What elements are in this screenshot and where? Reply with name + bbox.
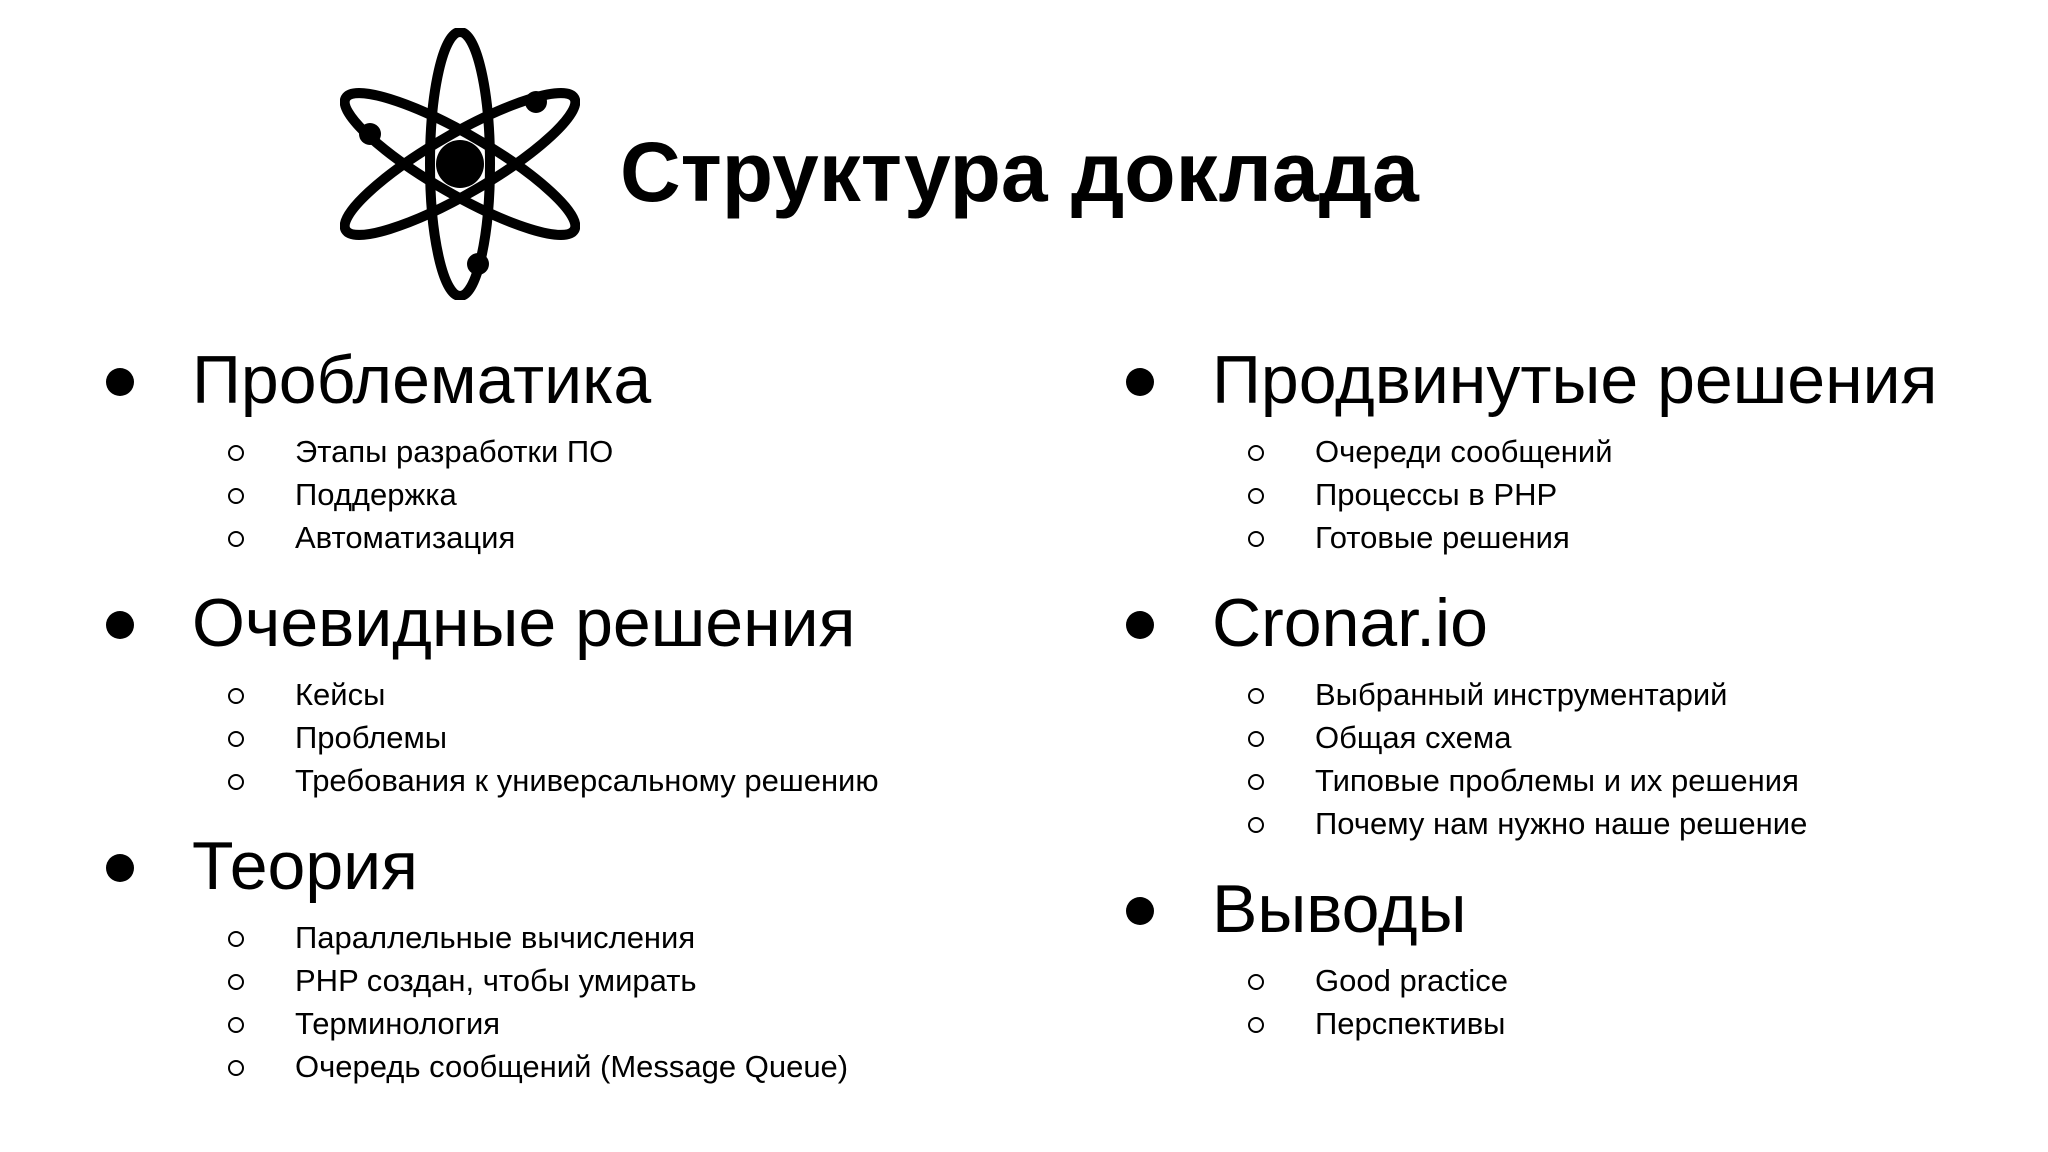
section-title: Cronar.io (1212, 585, 1488, 661)
section-title: Очевидные решения (192, 585, 856, 661)
bullet-icon (1126, 368, 1154, 396)
circle-bullet-icon (1248, 688, 1264, 704)
circle-bullet-icon (228, 1017, 244, 1033)
list-item-label: Выбранный инструментарий (1315, 677, 1728, 712)
bullet-icon (1126, 611, 1154, 639)
circle-bullet-icon (1248, 531, 1264, 547)
circle-bullet-icon (228, 445, 244, 461)
circle-bullet-icon (228, 931, 244, 947)
bullet-icon (106, 854, 134, 882)
list-item-label: Поддержка (295, 477, 457, 512)
circle-bullet-icon (228, 531, 244, 547)
list-item-label: Проблемы (295, 720, 448, 755)
circle-bullet-icon (1248, 1017, 1264, 1033)
list-item-label: Готовые решения (1315, 520, 1570, 555)
list-item-label: Терминология (295, 1006, 501, 1041)
circle-bullet-icon (1248, 731, 1264, 747)
section-title: Теория (192, 828, 418, 904)
bullet-icon (106, 611, 134, 639)
list-item-label: Процессы в PHP (1315, 477, 1558, 512)
circle-bullet-icon (228, 688, 244, 704)
slide-title: Структура доклада (620, 125, 1419, 219)
circle-bullet-icon (228, 731, 244, 747)
list-item-label: Очереди сообщений (1315, 434, 1613, 469)
circle-bullet-icon (1248, 817, 1264, 833)
bullet-icon (1126, 897, 1154, 925)
circle-bullet-icon (228, 488, 244, 504)
atom-icon (340, 28, 580, 300)
list-item-label: PHP создан, чтобы умирать (295, 963, 697, 998)
list-item-label: Этапы разработки ПО (295, 434, 614, 469)
circle-bullet-icon (228, 774, 244, 790)
circle-bullet-icon (1248, 774, 1264, 790)
list-item-label: Перспективы (1315, 1006, 1506, 1041)
circle-bullet-icon (1248, 488, 1264, 504)
bullet-icon (106, 368, 134, 396)
section-title: Продвинутые решения (1212, 342, 1938, 418)
list-item-label: Кейсы (295, 677, 386, 712)
circle-bullet-icon (1248, 974, 1264, 990)
list-item-label: Типовые проблемы и их решения (1315, 763, 1799, 798)
list-item-label: Параллельные вычисления (295, 920, 696, 955)
list-item-label: Автоматизация (295, 520, 516, 555)
list-item-label: Good practice (1315, 963, 1508, 998)
list-item-label: Общая схема (1315, 720, 1512, 755)
list-item-label: Очередь сообщений (Message Queue) (295, 1049, 849, 1084)
list-item-label: Требования к универсальному решению (295, 763, 879, 798)
section-title: Проблематика (192, 342, 652, 418)
circle-bullet-icon (228, 974, 244, 990)
list-item-label: Почему нам нужно наше решение (1315, 806, 1808, 841)
circle-bullet-icon (228, 1060, 244, 1076)
circle-bullet-icon (1248, 445, 1264, 461)
section-title: Выводы (1212, 871, 1467, 947)
